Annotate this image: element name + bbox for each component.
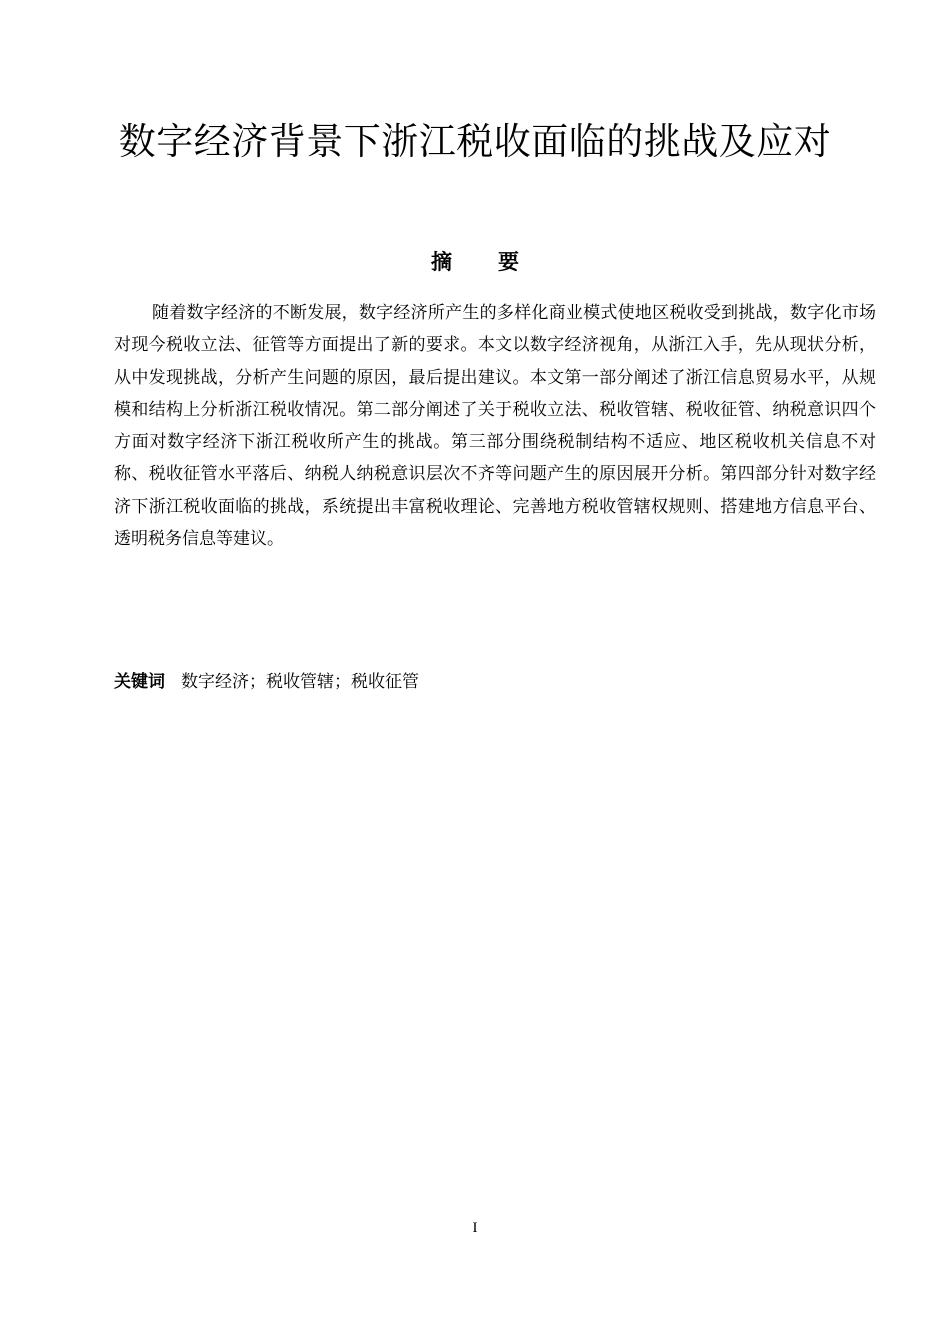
abstract-body: 随着数字经济的不断发展，数字经济所产生的多样化商业模式使地区税收受到挑战，数字化市场对现今税收立法、征管等方面提出了新的要求。本文以数字经济视角，从浙江入手，先从现状分析，从中发现挑战，分析产生问题的原因，最后提出建议。本文第一部分阐述了浙江信息贸易水平，从规模和结构上分析浙江税收情况。第二部分阐述了关于税收立法、税收管辖、税收征管、纳税意识四个方面对数字经济下浙江税收所产生的挑战。第三部分围绕税制结构不适应、地区税收机关信息不对称、税收征管水平落后、纳税人纳税意识层次不齐等问题产生的原因展开分析。第四部分针对数字经济下浙江税收面临的挑战，系统提出丰富税收理论、完善地方税收管辖权规则、搭建地方信息平台、透明税务信息等建议。 (114, 303, 876, 550)
keywords-value: 数字经济；税收管辖；税收征管 (181, 672, 419, 692)
keywords-label: 关键词 (114, 672, 165, 692)
paper-title: 数字经济背景下浙江税收面临的挑战及应对 (118, 120, 832, 163)
abstract-heading: 摘要 (431, 250, 565, 274)
keywords-line (114, 668, 876, 696)
page-number: I (472, 1220, 478, 1236)
